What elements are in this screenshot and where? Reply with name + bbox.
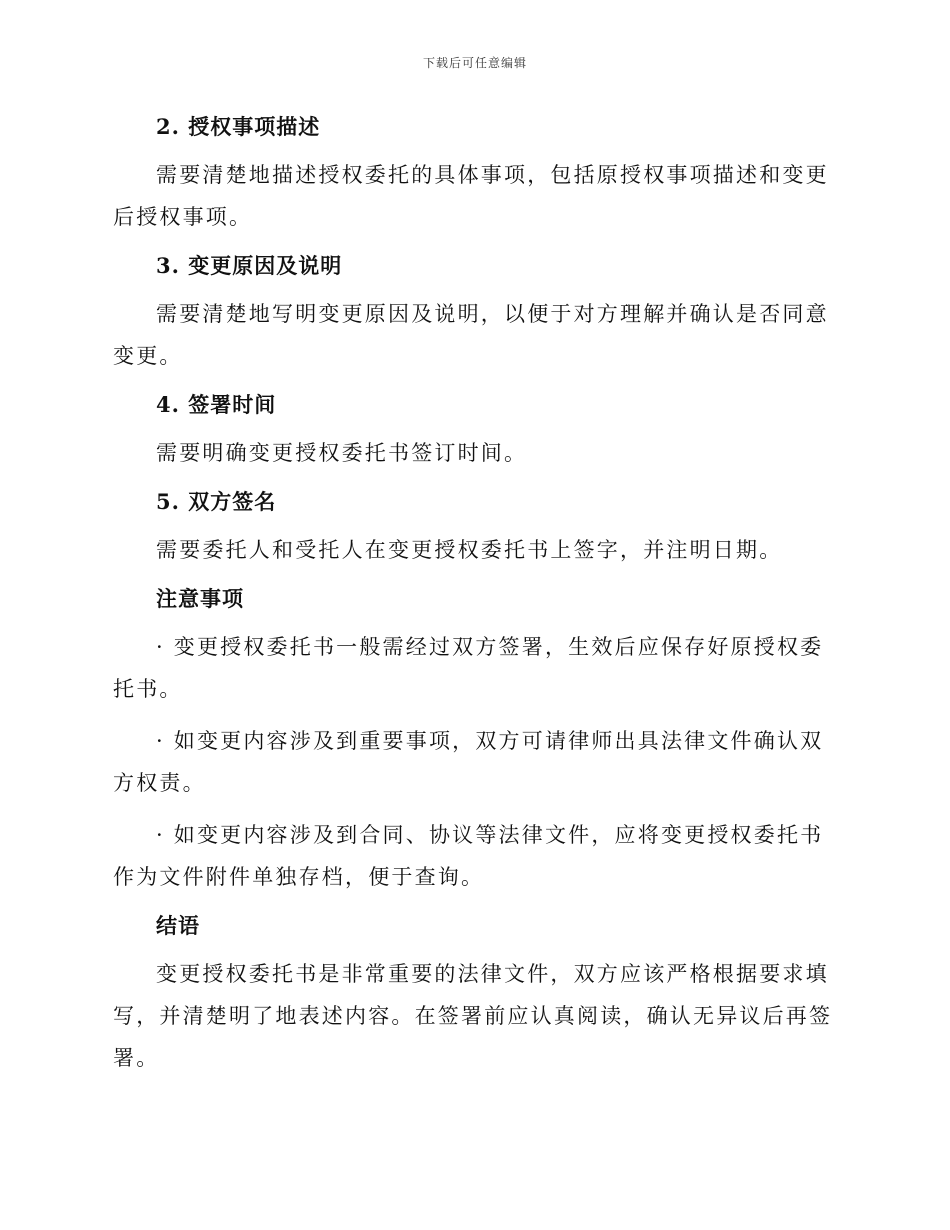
paragraph-change-reason: 需要清楚地写明变更原因及说明，以便于对方理解并确认是否同意变更。: [113, 302, 829, 368]
section-heading-conclusion: 结语: [156, 913, 200, 938]
note-item: · 变更授权委托书一般需经过双方签署，生效后应保存好原授权委托书。: [113, 635, 824, 701]
note-item: · 如变更内容涉及到合同、协议等法律文件，应将变更授权委托书作为文件附件单独存档，便于查询。: [113, 823, 824, 889]
section-heading-notes: 注意事项: [156, 586, 244, 611]
paragraph-signing-time: 需要明确变更授权委托书签订时间。: [156, 441, 528, 465]
paragraph-authorization-items: 需要清楚地描述授权委托的具体事项，包括原授权事项描述和变更后授权事项。: [113, 163, 829, 229]
section-heading-signing-time: 4. 签署时间: [156, 392, 277, 417]
section-heading-change-reason: 3. 变更原因及说明: [156, 253, 343, 278]
section-heading-authorization-items: 2. 授权事项描述: [156, 114, 321, 139]
paragraph-signatures: 需要委托人和受托人在变更授权委托书上签字，并注明日期。: [156, 538, 783, 562]
note-item: · 如变更内容涉及到重要事项，双方可请律师出具法律文件确认双方权责。: [113, 729, 824, 795]
paragraph-conclusion: 变更授权委托书是非常重要的法律文件，双方应该严格根据要求填写，并清楚明了地表述内容。在签署前应认真阅读，确认无异议后再签署。: [113, 962, 833, 1070]
page-header: 下载后可任意编辑: [422, 56, 527, 70]
section-heading-signatures: 5. 双方签名: [156, 489, 277, 514]
document-body: [113, 110, 833, 1079]
